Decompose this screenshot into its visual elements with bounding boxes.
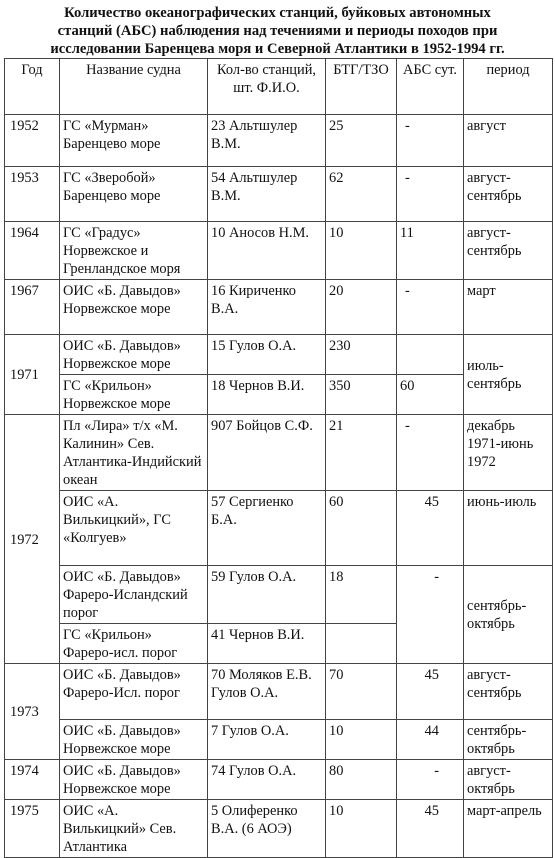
- cell-period: март-апрель: [464, 800, 553, 858]
- cell-abs: -: [397, 280, 464, 335]
- header-stations: Кол-во станций, шт. Ф.И.О.: [208, 59, 326, 115]
- cell-vessel: ОИС «А. Вилькицкий» Сев. Атлантика: [60, 800, 208, 858]
- cell-stations: 16 Кириченко В.А.: [208, 280, 326, 335]
- cell-year: 1974: [5, 760, 60, 800]
- cell-btg: 21: [326, 415, 397, 491]
- cell-btg: 20: [326, 280, 397, 335]
- cell-stations: 10 Аносов Н.М.: [208, 222, 326, 280]
- cell-period: август-сентябрь: [464, 222, 553, 280]
- header-year: Год: [5, 59, 60, 115]
- cell-abs: -: [397, 167, 464, 222]
- cell-vessel: Пл «Лира» т/х «М. Калинин» Сев. Атлантика-Индийский океан: [60, 415, 208, 491]
- cell-abs: [397, 335, 464, 375]
- cell-abs: -: [397, 115, 464, 167]
- cell-period: август-сентябрь: [464, 664, 553, 720]
- cell-vessel: ГС «Крильон» Норвежское море: [60, 375, 208, 415]
- table-row: [5, 335, 553, 375]
- table-row: [5, 222, 553, 280]
- cell-abs: -: [397, 415, 464, 491]
- cell-year: 1967: [5, 280, 60, 335]
- cell-btg: 10: [326, 222, 397, 280]
- cell-abs: -: [397, 566, 464, 664]
- cell-btg: 10: [326, 720, 397, 760]
- cell-btg: 350: [326, 375, 397, 415]
- cell-btg: 230: [326, 335, 397, 375]
- cell-stations: 70 Моляков Е.В. Гулов О.А.: [208, 664, 326, 720]
- title-line: исследовании Баренцева моря и Северной Атлантики в 1952-1994 гг.: [50, 41, 505, 57]
- cell-stations: 57 Сергиенко Б.А.: [208, 491, 326, 566]
- cell-year: 1975: [5, 800, 60, 858]
- cell-abs: 11: [397, 222, 464, 280]
- cell-btg: 62: [326, 167, 397, 222]
- cell-vessel: ОИС «Б. Давыдов» Норвежское море: [60, 760, 208, 800]
- cell-btg: [326, 624, 397, 664]
- cell-period: август-октябрь: [464, 760, 553, 800]
- table-row: [5, 415, 553, 491]
- cell-stations: 23 Альтшулер В.М.: [208, 115, 326, 167]
- title-line: Количество океанографических станций, буйковых автономных: [64, 5, 491, 21]
- table-row: [5, 800, 553, 858]
- cell-vessel: ОИС «Б. Давыдов» Фареро-Исл. порог: [60, 664, 208, 720]
- table-row: [5, 280, 553, 335]
- header-btg: БТГ/ТЗО: [326, 59, 397, 115]
- table-row: [5, 115, 553, 167]
- cell-vessel: ГС «Крильон» Фареро-исл. порог: [60, 624, 208, 664]
- cell-vessel: ОИС «А. Вилькицкий», ГС «Колгуев»: [60, 491, 208, 566]
- cell-period: сентябрь-октябрь: [464, 566, 553, 664]
- cell-abs: 44: [397, 720, 464, 760]
- cell-vessel: ГС «Мурман» Баренцево море: [60, 115, 208, 167]
- cell-btg: 70: [326, 664, 397, 720]
- cell-btg: 25: [326, 115, 397, 167]
- cell-period: август: [464, 115, 553, 167]
- table-row: [5, 566, 553, 624]
- cell-abs: 45: [397, 664, 464, 720]
- cell-period: декабрь 1971-июнь 1972: [464, 415, 553, 491]
- table-row: [5, 720, 553, 760]
- cell-stations: 59 Гулов О.А.: [208, 566, 326, 624]
- cell-abs: 45: [397, 491, 464, 566]
- cell-year: 1971: [5, 335, 60, 415]
- cell-btg: 80: [326, 760, 397, 800]
- cell-vessel: ОИС «Б. Давыдов» Норвежское море: [60, 280, 208, 335]
- cell-year: 1973: [5, 664, 60, 760]
- cell-year: 1953: [5, 167, 60, 222]
- cell-btg: 18: [326, 566, 397, 624]
- cell-abs: 60: [397, 375, 464, 415]
- cell-abs: -: [397, 760, 464, 800]
- table-row: [5, 491, 553, 566]
- header-abs: АБС сут.: [397, 59, 464, 115]
- cell-year: 1972: [5, 415, 60, 664]
- table-header-row: [5, 59, 553, 115]
- cell-vessel: ОИС «Б. Давыдов» Норвежское море: [60, 720, 208, 760]
- cell-vessel: ОИС «Б. Давыдов» Фареро-Исландский порог: [60, 566, 208, 624]
- cell-stations: 15 Гулов О.А.: [208, 335, 326, 375]
- cell-vessel: ГС «Градус» Норвежское и Гренландское моря: [60, 222, 208, 280]
- cell-period: март: [464, 280, 553, 335]
- cell-stations: 54 Альтшулер В.М.: [208, 167, 326, 222]
- cell-stations: 7 Гулов О.А.: [208, 720, 326, 760]
- cell-stations: 18 Чернов В.И.: [208, 375, 326, 415]
- cell-period: июнь-июль: [464, 491, 553, 566]
- cell-period: сентябрь-октябрь: [464, 720, 553, 760]
- cell-vessel: ОИС «Б. Давыдов» Норвежское море: [60, 335, 208, 375]
- document-title: [0, 4, 555, 58]
- cell-period: август-сентябрь: [464, 167, 553, 222]
- cell-year: 1964: [5, 222, 60, 280]
- title-line: станций (АБС) наблюдения над течениями и периоды походов при: [57, 23, 498, 39]
- cell-stations: 74 Гулов О.А.: [208, 760, 326, 800]
- cell-btg: 10: [326, 800, 397, 858]
- stations-table: [4, 58, 553, 858]
- table-row: [5, 167, 553, 222]
- cell-vessel: ГС «Зверобой» Баренцево море: [60, 167, 208, 222]
- cell-period: июль-сентябрь: [464, 335, 553, 415]
- cell-stations: 41 Чернов В.И.: [208, 624, 326, 664]
- cell-year: 1952: [5, 115, 60, 167]
- cell-abs: 45: [397, 800, 464, 858]
- cell-stations: 5 Олиференко В.А. (6 АОЭ): [208, 800, 326, 858]
- table-row: [5, 760, 553, 800]
- cell-btg: 60: [326, 491, 397, 566]
- header-period: период: [464, 59, 553, 115]
- table-row: [5, 664, 553, 720]
- cell-stations: 907 Бойцов С.Ф.: [208, 415, 326, 491]
- header-vessel: Название судна: [60, 59, 208, 115]
